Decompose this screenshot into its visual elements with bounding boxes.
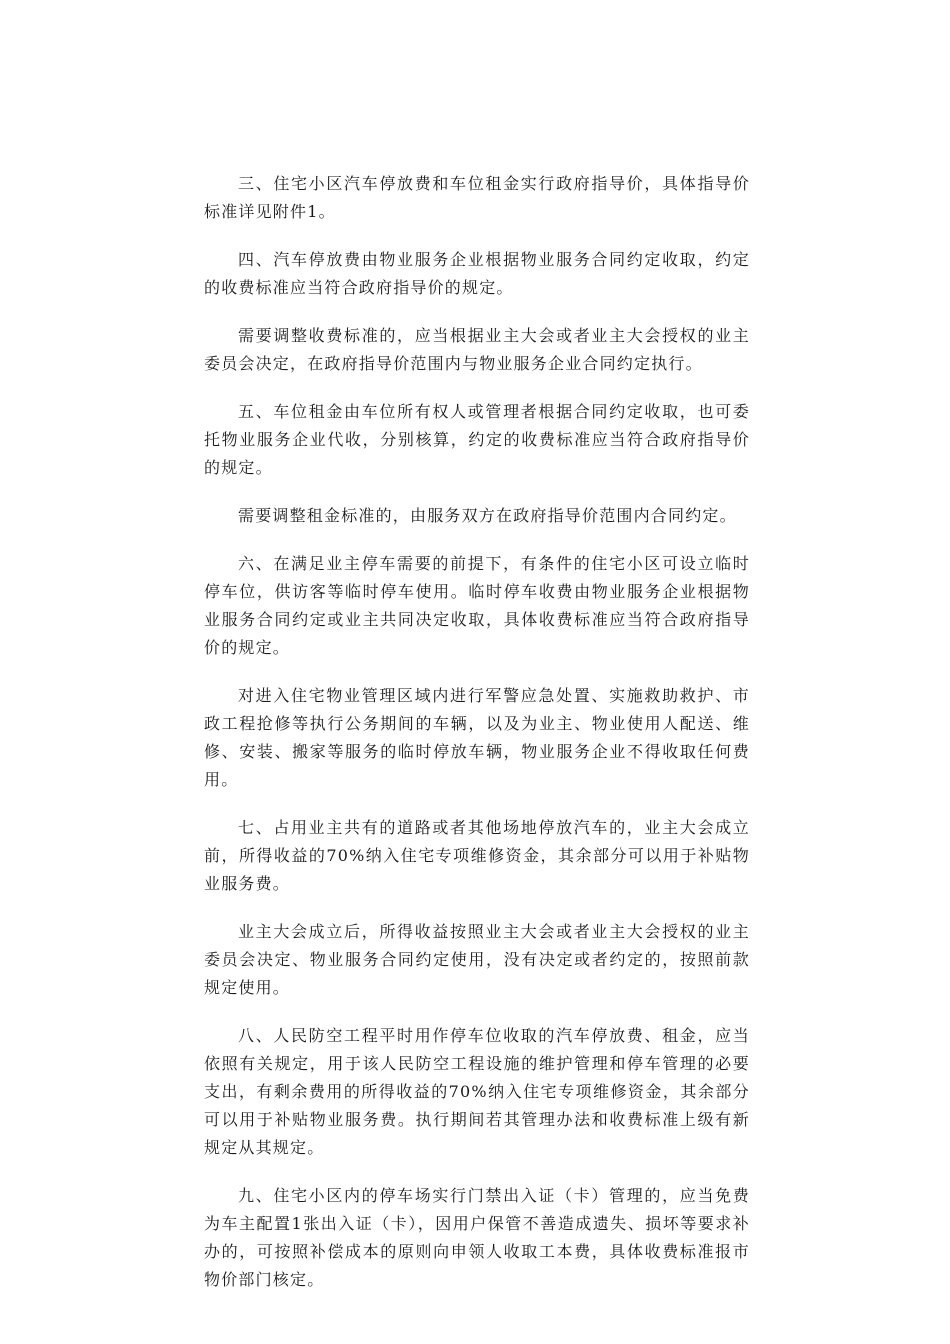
- paragraph-4-parking-fee-collection: 四、汽车停放费由物业服务企业根据物业服务合同约定收取，约定的收费标准应当符合政府指导价的规定。: [204, 250, 750, 297]
- paragraph-fee-adjustment: 需要调整收费标准的，应当根据业主大会或者业主大会授权的业主委员会决定，在政府指导价范围内与物业服务企业合同约定执行。: [204, 326, 750, 373]
- paragraph-7-common-area-income: 七、占用业主共有的道路或者其他场地停放汽车的，业主大会成立前，所得收益的70%纳入住宅专项维修资金，其余部分可以用于补贴物业服务费。: [204, 818, 750, 893]
- paragraph-8-civil-defense-parking: 八、人民防空工程平时用作停车位收取的汽车停放费、租金，应当依照有关规定，用于该人民防空工程设施的维护管理和停车管理的必要支出，有剩余费用的所得收益的70%纳入住宅专项维修资金，其余部分可以用于补贴物业服务费。执行期间若其管理办法和收费标准上级有新规定从其规定。: [204, 1026, 750, 1157]
- paragraph-6-temporary-parking: 六、在满足业主停车需要的前提下，有条件的住宅小区可设立临时停车位，供访客等临时停车使用。临时停车收费由物业服务企业根据物业服务合同约定或业主共同决定收取，具体收费标准应当符合政府指导价的规定。: [204, 554, 750, 657]
- paragraph-5-space-rent: 五、车位租金由车位所有权人或管理者根据合同约定收取，也可委托物业服务企业代收，分别核算，约定的收费标准应当符合政府指导价的规定。: [204, 402, 750, 477]
- paragraph-fee-exemption: 对进入住宅物业管理区域内进行军警应急处置、实施救助救护、市政工程抢修等执行公务期间的车辆，以及为业主、物业使用人配送、维修、安装、搬家等服务的临时停放车辆，物业服务企业不得收取任何费用。: [204, 686, 750, 789]
- paragraph-income-after-assembly: 业主大会成立后，所得收益按照业主大会或者业主大会授权的业主委员会决定、物业服务合同约定使用，没有决定或者约定的，按照前款规定使用。: [204, 922, 750, 997]
- paragraph-3-parking-fee-guidance: 三、住宅小区汽车停放费和车位租金实行政府指导价，具体指导价标准详见附件1。: [204, 174, 750, 221]
- document-body: [204, 170, 750, 1314]
- paragraph-9-access-card: 九、住宅小区内的停车场实行门禁出入证（卡）管理的，应当免费为车主配置1张出入证（卡），因用户保管不善造成遗失、损坏等要求补办的，可按照补偿成本的原则向申领人收取工本费，具体收费标准报市物价部门核定。: [204, 1186, 750, 1289]
- paragraph-rent-adjustment: 需要调整租金标准的，由服务双方在政府指导价范围内合同约定。: [238, 506, 737, 525]
